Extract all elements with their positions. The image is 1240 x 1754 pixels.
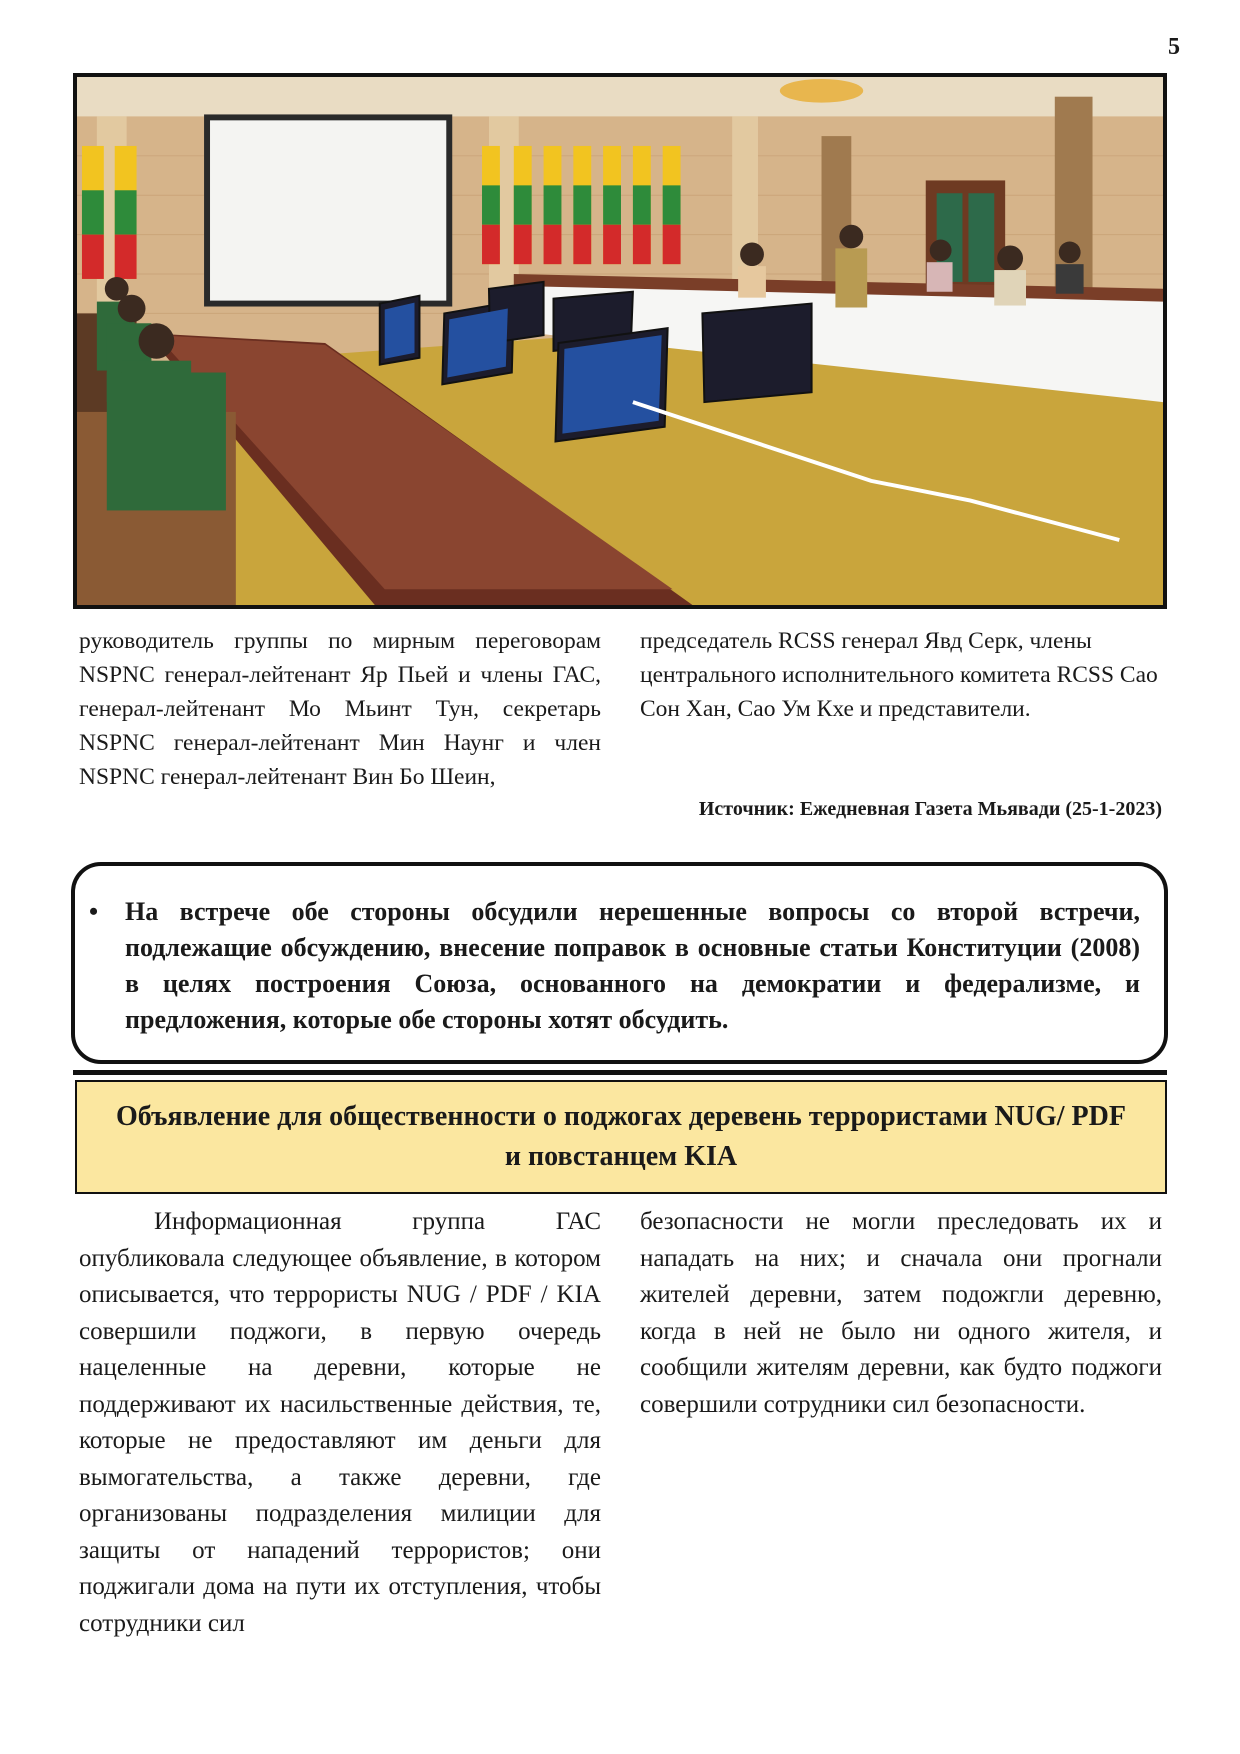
section-heading: Объявление для общественности о поджогах деревень террористами NUG/ PDF и повстанцем KIA [116, 1101, 1126, 1172]
meeting-photo [73, 73, 1167, 609]
summary-callout-box [71, 862, 1168, 1064]
meeting-room-photo-illustration [77, 77, 1163, 605]
article-a-right-column: председатель RCSS генерал Явд Серк, члены центрального исполнительного комитета RCSS Сао Сон Хан, Сао Ум Кхе и представители. [640, 628, 1158, 722]
article-b-right-column: безопасности не могли преследовать их и нападать на них; и сначала они прогнали жителей деревни, затем подожгли деревню, когда в ней не было ни одного жителя, и сообщили жителям деревни, как будто поджоги совершили сотрудники сил безопасности. [640, 1208, 1162, 1418]
article-b-left-column: Информационная группа ГАС опубликовала следующее объявление, в котором описывается, что террористы NUG / PDF / KIA совершили поджоги, в первую очередь нацеленные на деревни, которые не поддерживают их насильственные действия, те, которые не предоставляют им деньги для вымогательства, а также деревни, где организованы подразделения милиции для защиты от нападений террористов; они поджигали дома на пути их отступления, чтобы сотрудники сил [79, 1208, 601, 1637]
summary-callout-text: На встрече обе стороны обсудили нерешенные вопросы со второй встречи, подлежащие обсуждению, внесение поправок в основные статьи Конституции (2008) в целях построения Союза, основанного на демократии и федерализме, и предложения, которые обе стороны хотят обсудить. [125, 897, 1140, 1034]
summary-callout [89, 894, 1140, 1038]
section-divider [73, 1070, 1167, 1075]
bullet-icon: • [89, 897, 99, 926]
section-heading-box [75, 1080, 1167, 1194]
article-a-left-column: руководитель группы по мирным переговорам NSPNC генерал-лейтенант Яр Пьей и члены ГАС, генерал-лейтенант Мо Мьинт Тун, секретарь NSPNC генерал-лейтенант Мин Наунг и член NSPNC генерал-лейтенант Вин Бо Шеин, [79, 628, 601, 790]
article-a-source: Источник: Ежедневная Газета Мьявади (25-1-2023) [698, 798, 1162, 820]
page-number: 5 [1168, 34, 1180, 60]
